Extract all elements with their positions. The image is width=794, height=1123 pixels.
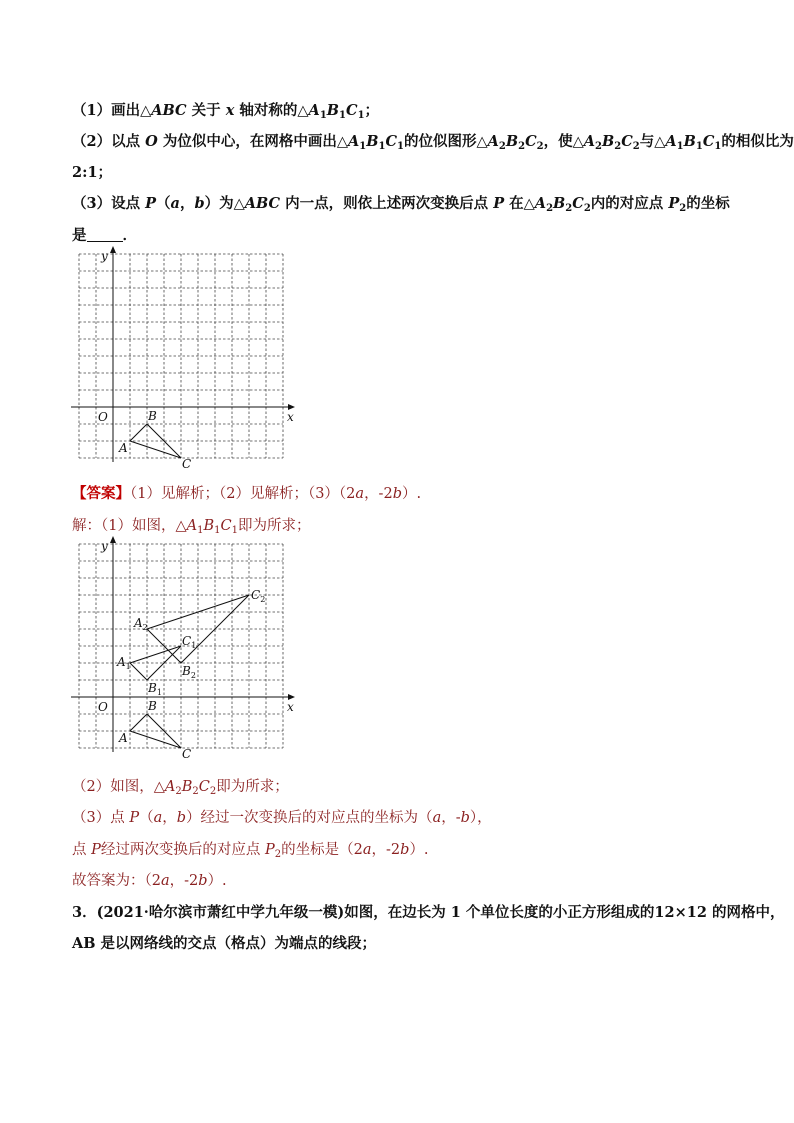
label-a2: $A_2$ <box>134 616 148 632</box>
solution-step-2: （2）如图，$\triangle A_2B_2C_2$即为所求； <box>72 779 289 797</box>
label-b: B <box>148 699 157 713</box>
y-axis-label: y <box>101 249 108 263</box>
label-c2: $C_2$ <box>251 588 266 604</box>
next-problem-line-1: 3．(2021·哈尔滨市萧红中学九年级一模)如图，在边长为 1 个单位长度的小正方形组成的12×12 的网格中， <box>72 904 785 921</box>
coordinate-grid-figure-2 <box>72 538 296 760</box>
coordinate-grid-figure-1 <box>72 248 296 470</box>
label-b: B <box>148 409 157 423</box>
y-axis-arrow <box>110 246 116 253</box>
y-axis-arrow <box>110 536 116 543</box>
x-axis-label: x <box>287 700 294 714</box>
answer-tag: 【答案】 <box>72 485 130 502</box>
next-problem-line-2: AB 是以网络线的交点（格点）为端点的线段； <box>72 935 377 952</box>
answer-blank[interactable] <box>87 227 123 242</box>
q1-line: （1）画出△ABC 关于 x 轴对称的$\triangle A_1B_1C_1$； <box>72 102 380 121</box>
answer-line: 【答案】（1）见解析；（2）见解析；（3）（2a，-2b）. <box>72 485 422 502</box>
q3-line: （3）设点 P（a，b）为△ABC 内一点，则依上述两次变换后点 P 在$\triangle A_2B_2C_2$内的对应点 $P_2$的坐标 <box>72 195 730 214</box>
origin-label: O <box>98 700 108 714</box>
q2-line-cont: 2:1； <box>72 164 113 181</box>
q2-line: （2）以点 O 为位似中心，在网格中画出$\triangle A_1B_1C_1$的位似图形$\triangle A_2B_2C_2$，使$\triangle A_2B_2C_2$与$\triangle A_1B_1C_1$的相似比为 <box>72 133 794 152</box>
label-a: A <box>119 441 128 455</box>
label-b1: $B_1$ <box>148 681 162 697</box>
label-c: C <box>182 747 192 761</box>
y-axis-label: y <box>101 539 108 553</box>
q3-line-cont: 是 ． <box>72 227 137 244</box>
label-b2: $B_2$ <box>182 664 196 680</box>
solution-step-3a: （3）点 P（a，b）经过一次变换后的对应点的坐标为（a，-b）， <box>72 810 492 826</box>
label-c1: $C_1$ <box>182 634 197 650</box>
solution-step-3b: 点 P经过两次变换后的对应点 $P_2$的坐标是（2a，-2b）. <box>72 842 429 860</box>
origin-label: O <box>98 410 108 424</box>
label-a1: $A_1$ <box>117 655 131 671</box>
x-axis-label: x <box>287 410 294 424</box>
solution-final-answer: 故答案为：（2a，-2b）. <box>72 873 227 889</box>
label-a: A <box>119 731 128 745</box>
label-c: C <box>182 457 192 471</box>
solution-step-1: 解：（1）如图，$\triangle A_1B_1C_1$即为所求； <box>72 518 311 536</box>
